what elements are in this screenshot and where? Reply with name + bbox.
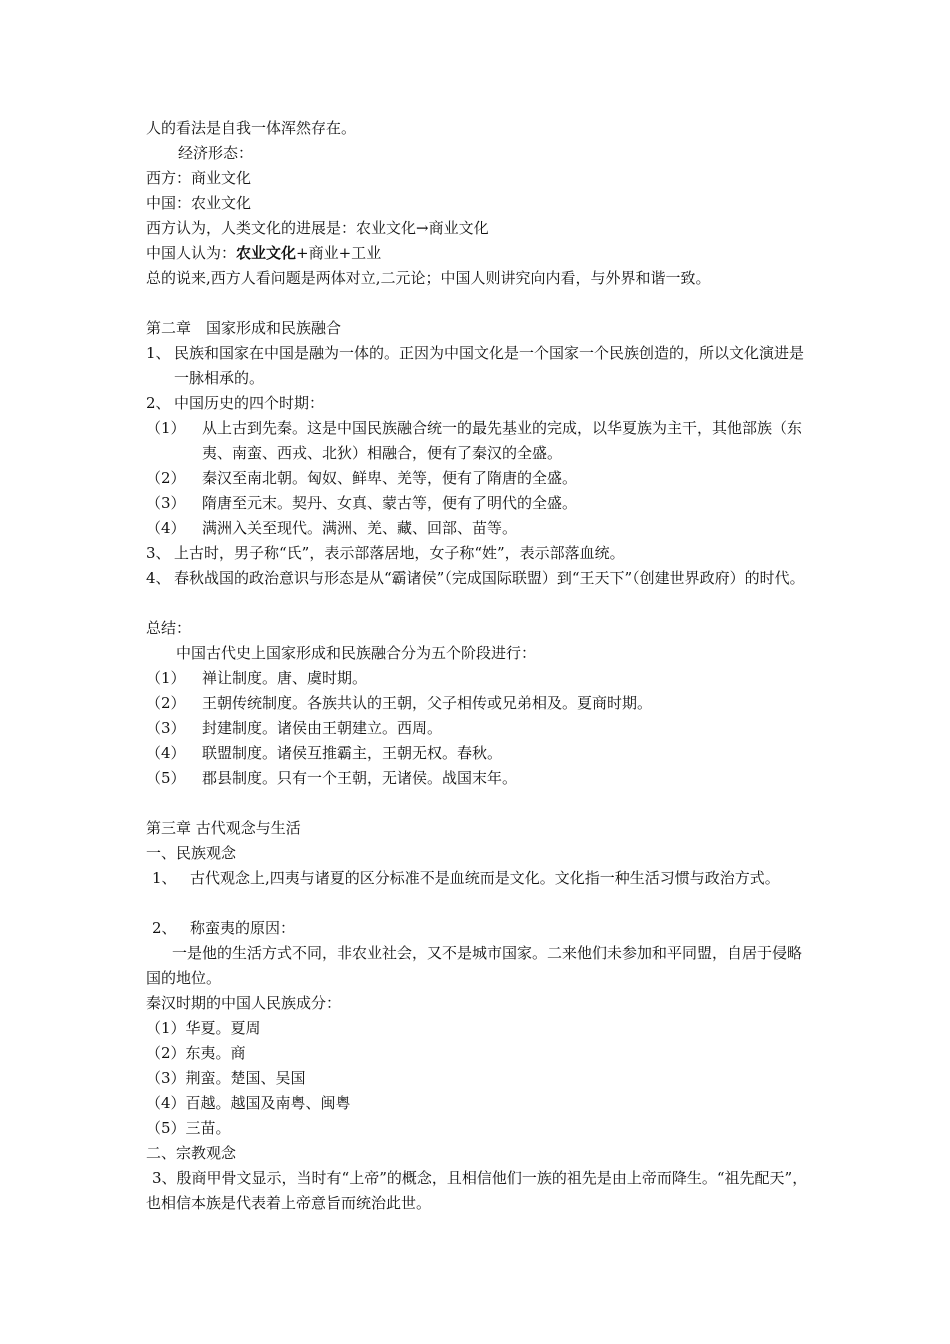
period-item <box>146 416 808 466</box>
ch3-point-1-mark: 1、 <box>152 869 177 887</box>
china-view-prefix: 中国人认为： <box>146 244 237 262</box>
stage-text: 禅让制度。唐、虞时期。 <box>202 669 368 687</box>
stage-item <box>146 691 808 716</box>
period-mark: （1） <box>146 419 186 437</box>
stage-text: 联盟制度。诸侯互推霸主，王朝无权。春秋。 <box>202 744 503 762</box>
ch2-point-1 <box>146 341 808 391</box>
ch3-point-1 <box>146 866 808 891</box>
stage-item <box>146 666 808 691</box>
ethnic-item: （2）东夷。商 <box>146 1044 246 1062</box>
ch2-point-2-mark: 2、 <box>146 394 171 412</box>
ch2-point-2 <box>146 391 808 416</box>
ch2-point-3-mark: 3、 <box>146 544 171 562</box>
ethnic-item: （3）荆蛮。楚国、吴国 <box>146 1069 306 1087</box>
period-item <box>146 516 808 541</box>
stage-mark: （1） <box>146 669 186 687</box>
period-mark: （4） <box>146 519 186 537</box>
ch2-point-4-text: 春秋战国的政治意识与形态是从“霸诸侯”（完成国际联盟）到“王天下”（创建世界政府）的时代。 <box>174 569 805 587</box>
period-mark: （2） <box>146 469 186 487</box>
ch2-point-1-mark: 1、 <box>146 344 171 362</box>
ch3-point-2-text: 称蛮夷的原因： <box>190 919 296 937</box>
period-item <box>146 466 808 491</box>
ch2-point-4-mark: 4、 <box>146 569 171 587</box>
intro-line: 人的看法是自我一体浑然存在。 <box>146 119 357 137</box>
ch2-point-3-text: 上古时，男子称“氏”，表示部落居地，女子称“姓”，表示部落血统。 <box>174 544 625 562</box>
stage-mark: （4） <box>146 744 186 762</box>
ch2-point-1-text: 民族和国家在中国是融为一体的。正因为中国文化是一个国家一个民族创造的，所以文化演进是一脉相承的。 <box>174 344 805 387</box>
ethnic-item: （4）百越。越国及南粤、闽粤 <box>146 1094 351 1112</box>
ch3-point-3: 3、殷商甲骨文显示，当时有“上帝”的概念，且相信他们一族的祖先是由上帝而降生。“祖先配天”，也相信本族是代表着上帝意旨而统治此世。 <box>146 1169 808 1212</box>
china-culture: 中国：农业文化 <box>146 194 252 212</box>
stage-mark: （2） <box>146 694 186 712</box>
west-culture: 西方：商业文化 <box>146 169 252 187</box>
ch3-point-2-detail: 一是他的生活方式不同，非农业社会，又不是城市国家。二来他们未参加和平同盟，自居于侵略国的地位。 <box>146 944 803 987</box>
ch2-point-3 <box>146 541 808 566</box>
ethnic-item: （5）三苗。 <box>146 1119 231 1137</box>
ch2-point-2-text: 中国历史的四个时期： <box>174 394 325 412</box>
china-view <box>146 241 381 266</box>
stage-text: 郡县制度。只有一个王朝，无诸侯。战国末年。 <box>202 769 518 787</box>
qinhan-title: 秦汉时期的中国人民族成分： <box>146 994 342 1012</box>
intro-summary: 总的说来,西方人看问题是两体对立,二元论；中国人则讲究向内看，与外界和谐一致。 <box>146 269 711 287</box>
period-text: 隋唐至元末。契丹、女真、蒙古等，便有了明代的全盛。 <box>202 494 578 512</box>
stage-item <box>146 741 808 766</box>
stage-mark: （3） <box>146 719 186 737</box>
west-view: 西方认为，人类文化的进展是：农业文化→商业文化 <box>146 219 489 237</box>
period-text: 从上古到先秦。这是中国民族融合统一的最先基业的完成，以华夏族为主干，其他部族（东夷、南蛮、西戎、北狄）相融合，便有了秦汉的全盛。 <box>202 419 803 462</box>
stage-mark: （5） <box>146 769 186 787</box>
stage-item <box>146 716 808 741</box>
ch3-point-2-mark: 2、 <box>152 919 177 937</box>
ethnic-item: （1）华夏。夏周 <box>146 1019 261 1037</box>
ch3-point-1-text: 古代观念上,四夷与诸夏的区分标准不是血统而是文化。文化指一种生活习惯与政治方式。 <box>190 869 780 887</box>
ch3-section-1: 一、民族观念 <box>146 844 237 862</box>
summary-intro: 中国古代史上国家形成和民族融合分为五个阶段进行： <box>176 644 537 662</box>
period-text: 秦汉至南北朝。匈奴、鲜卑、羌等，便有了隋唐的全盛。 <box>202 469 578 487</box>
summary-title: 总结： <box>146 619 192 637</box>
ch3-section-2: 二、宗教观念 <box>146 1144 237 1162</box>
china-view-bold: 农业文化 <box>236 244 297 262</box>
chapter2-title: 第二章 国家形成和民族融合 <box>146 319 342 337</box>
econ-title: 经济形态： <box>178 144 254 162</box>
china-view-suffix: +商业+工业 <box>296 244 382 262</box>
ch2-point-4 <box>146 566 808 591</box>
stage-item <box>146 766 808 791</box>
period-mark: （3） <box>146 494 186 512</box>
period-item <box>146 491 808 516</box>
ch3-point-2 <box>146 916 808 941</box>
period-text: 满洲入关至现代。满洲、羌、藏、回部、苗等。 <box>202 519 518 537</box>
stage-text: 王朝传统制度。各族共认的王朝，父子相传或兄弟相及。夏商时期。 <box>202 694 653 712</box>
stage-text: 封建制度。诸侯由王朝建立。西周。 <box>202 719 443 737</box>
chapter3-title: 第三章 古代观念与生活 <box>146 819 301 837</box>
